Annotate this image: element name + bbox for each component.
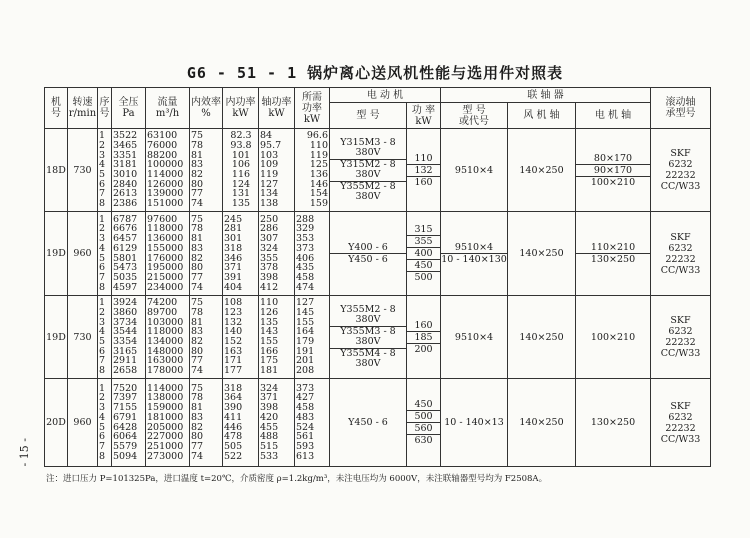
inner-power-cell: 108 123 132 140 152 163 171 177 [223,296,259,379]
motor-model: Y450 - 6 [348,254,388,265]
performance-table [44,87,711,467]
inner-power-cell: 245 281 301 318 346 371 391 404 [223,212,259,296]
motor-power: 110 [407,153,440,165]
motor-shaft: 130×250 [590,254,636,265]
motor-power: 500 [414,272,433,283]
coupling-model: 9510×4 [441,242,507,254]
header-motor-power: 功 率 kW [407,103,441,129]
motor-model: Y315M2 - 8 380V [330,160,406,182]
motor-model-cell: Y450 - 6 [330,379,407,467]
motor-model-cell [330,212,407,296]
shaft-power-cell: 250 286 307 324 355 378 398 412 [259,212,295,296]
speed-cell: 960 [68,212,98,296]
table-title [0,62,750,83]
group-row-18d-730 [45,129,711,212]
speed-cell: 960 [68,379,98,467]
motor-power: 560 [407,423,440,435]
motor-model: Y355M2 - 8 380V [340,180,396,202]
machine-cell: 20D [45,379,68,467]
motor-power-cell [407,129,441,212]
group-row-19d-960 [45,212,711,296]
machine-cell: 19D [45,212,68,296]
header-required-power: 所需 功率 kW [295,88,330,129]
flow-cell: 74200 89700 103000 118000 134000 148000 163000 178000 [146,296,190,379]
required-power-cell: 373 427 458 483 524 561 593 613 [295,379,330,467]
motor-power: 630 [414,435,433,446]
pressure-cell: 6787 6676 6457 6129 5801 5473 5035 4597 [112,212,146,296]
motor-power: 450 [407,260,440,272]
header-motor: 电 动 机 [330,88,441,103]
motor-model: Y355M3 - 8 380V [330,327,406,349]
required-power-cell: 288 329 353 373 406 435 458 474 [295,212,330,296]
coupling-model-cell: 9510×4 [441,296,508,379]
bearing-cell: SKF 6232 22232 CC/W33 [651,379,711,467]
title-text: 锅炉离心送风机性能与选用件对照表 [307,64,564,82]
motor-shaft: 100×210 [590,176,636,188]
fan-shaft-cell: 140×250 [508,129,576,212]
pressure-cell: 3522 3465 3351 3181 3010 2840 2613 2386 [112,129,146,212]
efficiency-cell: 75 78 81 83 82 80 77 74 [190,379,223,467]
header-flow: 流量 m³/h [146,88,190,129]
motor-power: 400 [407,248,440,260]
header-motor-model: 型 号 [330,103,407,129]
motor-model: Y355M2 - 8 380V [330,305,406,327]
header-motor-shaft: 电 机 轴 [576,103,651,129]
motor-shaft-cell [576,212,651,296]
header-speed: 转速 r/min [68,88,98,129]
header-machine: 机 号 [45,88,68,129]
motor-power: 160 [414,176,433,188]
motor-power: 200 [414,343,433,355]
motor-power: 185 [407,332,440,344]
header-bearing: 滚动轴 承型号 [651,88,711,129]
header-coupling-model: 型 号 或代号 [441,103,508,129]
group-row-20d-960 [45,379,711,467]
header-fan-shaft: 风 机 轴 [508,103,576,129]
machine-cell: 18D [45,129,68,212]
motor-shaft: 90×170 [576,165,650,177]
motor-shaft-cell: 100×210 [576,296,651,379]
coupling-model-cell: 10 - 140×13 [441,379,508,467]
coupling-model: 10 - 140×130 [441,254,507,265]
group-row-19d-730 [45,296,711,379]
motor-power: 315 [407,224,440,236]
motor-power: 132 [407,165,440,177]
fan-shaft-cell: 140×250 [508,212,576,296]
motor-model: Y315M3 - 8 380V [330,138,406,160]
required-power-cell: 96.6 110 119 125 136 146 154 159 [295,129,330,212]
seq-cell: 1 2 3 4 5 6 7 8 [98,129,112,212]
efficiency-cell: 75 78 81 83 82 80 77 74 [190,129,223,212]
seq-cell: 1 2 3 4 5 6 7 8 [98,212,112,296]
speed-cell: 730 [68,296,98,379]
inner-power-cell: 318 364 390 411 446 478 505 522 [223,379,259,467]
motor-shaft: 110×210 [576,242,650,254]
motor-power: 450 [407,399,440,411]
flow-cell: 114000 138000 159000 181000 205000 227000 251000 273000 [146,379,190,467]
motor-model: Y355M4 - 8 380V [340,347,396,369]
coupling-model-cell: 9510×4 [441,129,508,212]
header-inner-power: 内功率 kW [223,88,259,129]
speed-cell: 730 [68,129,98,212]
header-shaft-power: 轴功率 kW [259,88,295,129]
motor-model: Y400 - 6 [330,242,406,254]
seq-cell: 1 2 3 4 5 6 7 8 [98,379,112,467]
fan-shaft-cell: 140×250 [508,379,576,467]
flow-cell: 97600 118000 136000 155000 176000 195000 215000 234000 [146,212,190,296]
bearing-cell: SKF 6232 22232 CC/W33 [651,129,711,212]
motor-power-cell [407,212,441,296]
header-pressure: 全压 Pa [112,88,146,129]
machine-cell: 19D [45,296,68,379]
footnote: 注：进口压力 P=101325Pa，进口温度 t=20℃，介质密度 ρ=1.2kg/m³，未注电压均为 6000V，未注联轴器型号均为 F2508A。 [46,474,548,484]
required-power-cell: 127 145 155 164 179 191 201 208 [295,296,330,379]
bearing-cell: SKF 6232 22232 CC/W33 [651,212,711,296]
shaft-power-cell: 324 371 398 420 455 488 515 533 [259,379,295,467]
flow-cell: 63100 76000 88200 100000 114000 126000 139000 151000 [146,129,190,212]
header-coupling: 联 轴 器 [441,88,651,103]
shaft-power-cell: 84 95.7 103 109 119 127 134 138 [259,129,295,212]
motor-power: 355 [407,236,440,248]
motor-model-cell [330,129,407,212]
motor-shaft: 80×170 [576,153,650,165]
pressure-cell: 3924 3860 3734 3544 3354 3165 2911 2658 [112,296,146,379]
coupling-model-cell [441,212,508,296]
header-seq: 序 号 [98,88,112,129]
motor-power-cell [407,296,441,379]
motor-power: 500 [407,411,440,423]
inner-power-cell: 82.3 93.8 101 106 116 124 131 135 [223,129,259,212]
efficiency-cell: 75 78 81 83 82 80 77 74 [190,212,223,296]
motor-power: 160 [407,320,440,332]
motor-model-cell [330,296,407,379]
motor-shaft-cell [576,129,651,212]
title-code: G6 - 51 - 1 [186,64,298,82]
shaft-power-cell: 110 126 135 143 155 166 175 181 [259,296,295,379]
header-efficiency: 内效率 % [190,88,223,129]
page-number: - 15 - [18,438,31,467]
motor-power-cell [407,379,441,467]
bearing-cell: SKF 6232 22232 CC/W33 [651,296,711,379]
pressure-cell: 7520 7397 7155 6791 6428 6064 5579 5094 [112,379,146,467]
motor-shaft-cell: 130×250 [576,379,651,467]
seq-cell: 1 2 3 4 5 6 7 8 [98,296,112,379]
fan-shaft-cell: 140×250 [508,296,576,379]
efficiency-cell: 75 78 81 83 82 80 77 74 [190,296,223,379]
